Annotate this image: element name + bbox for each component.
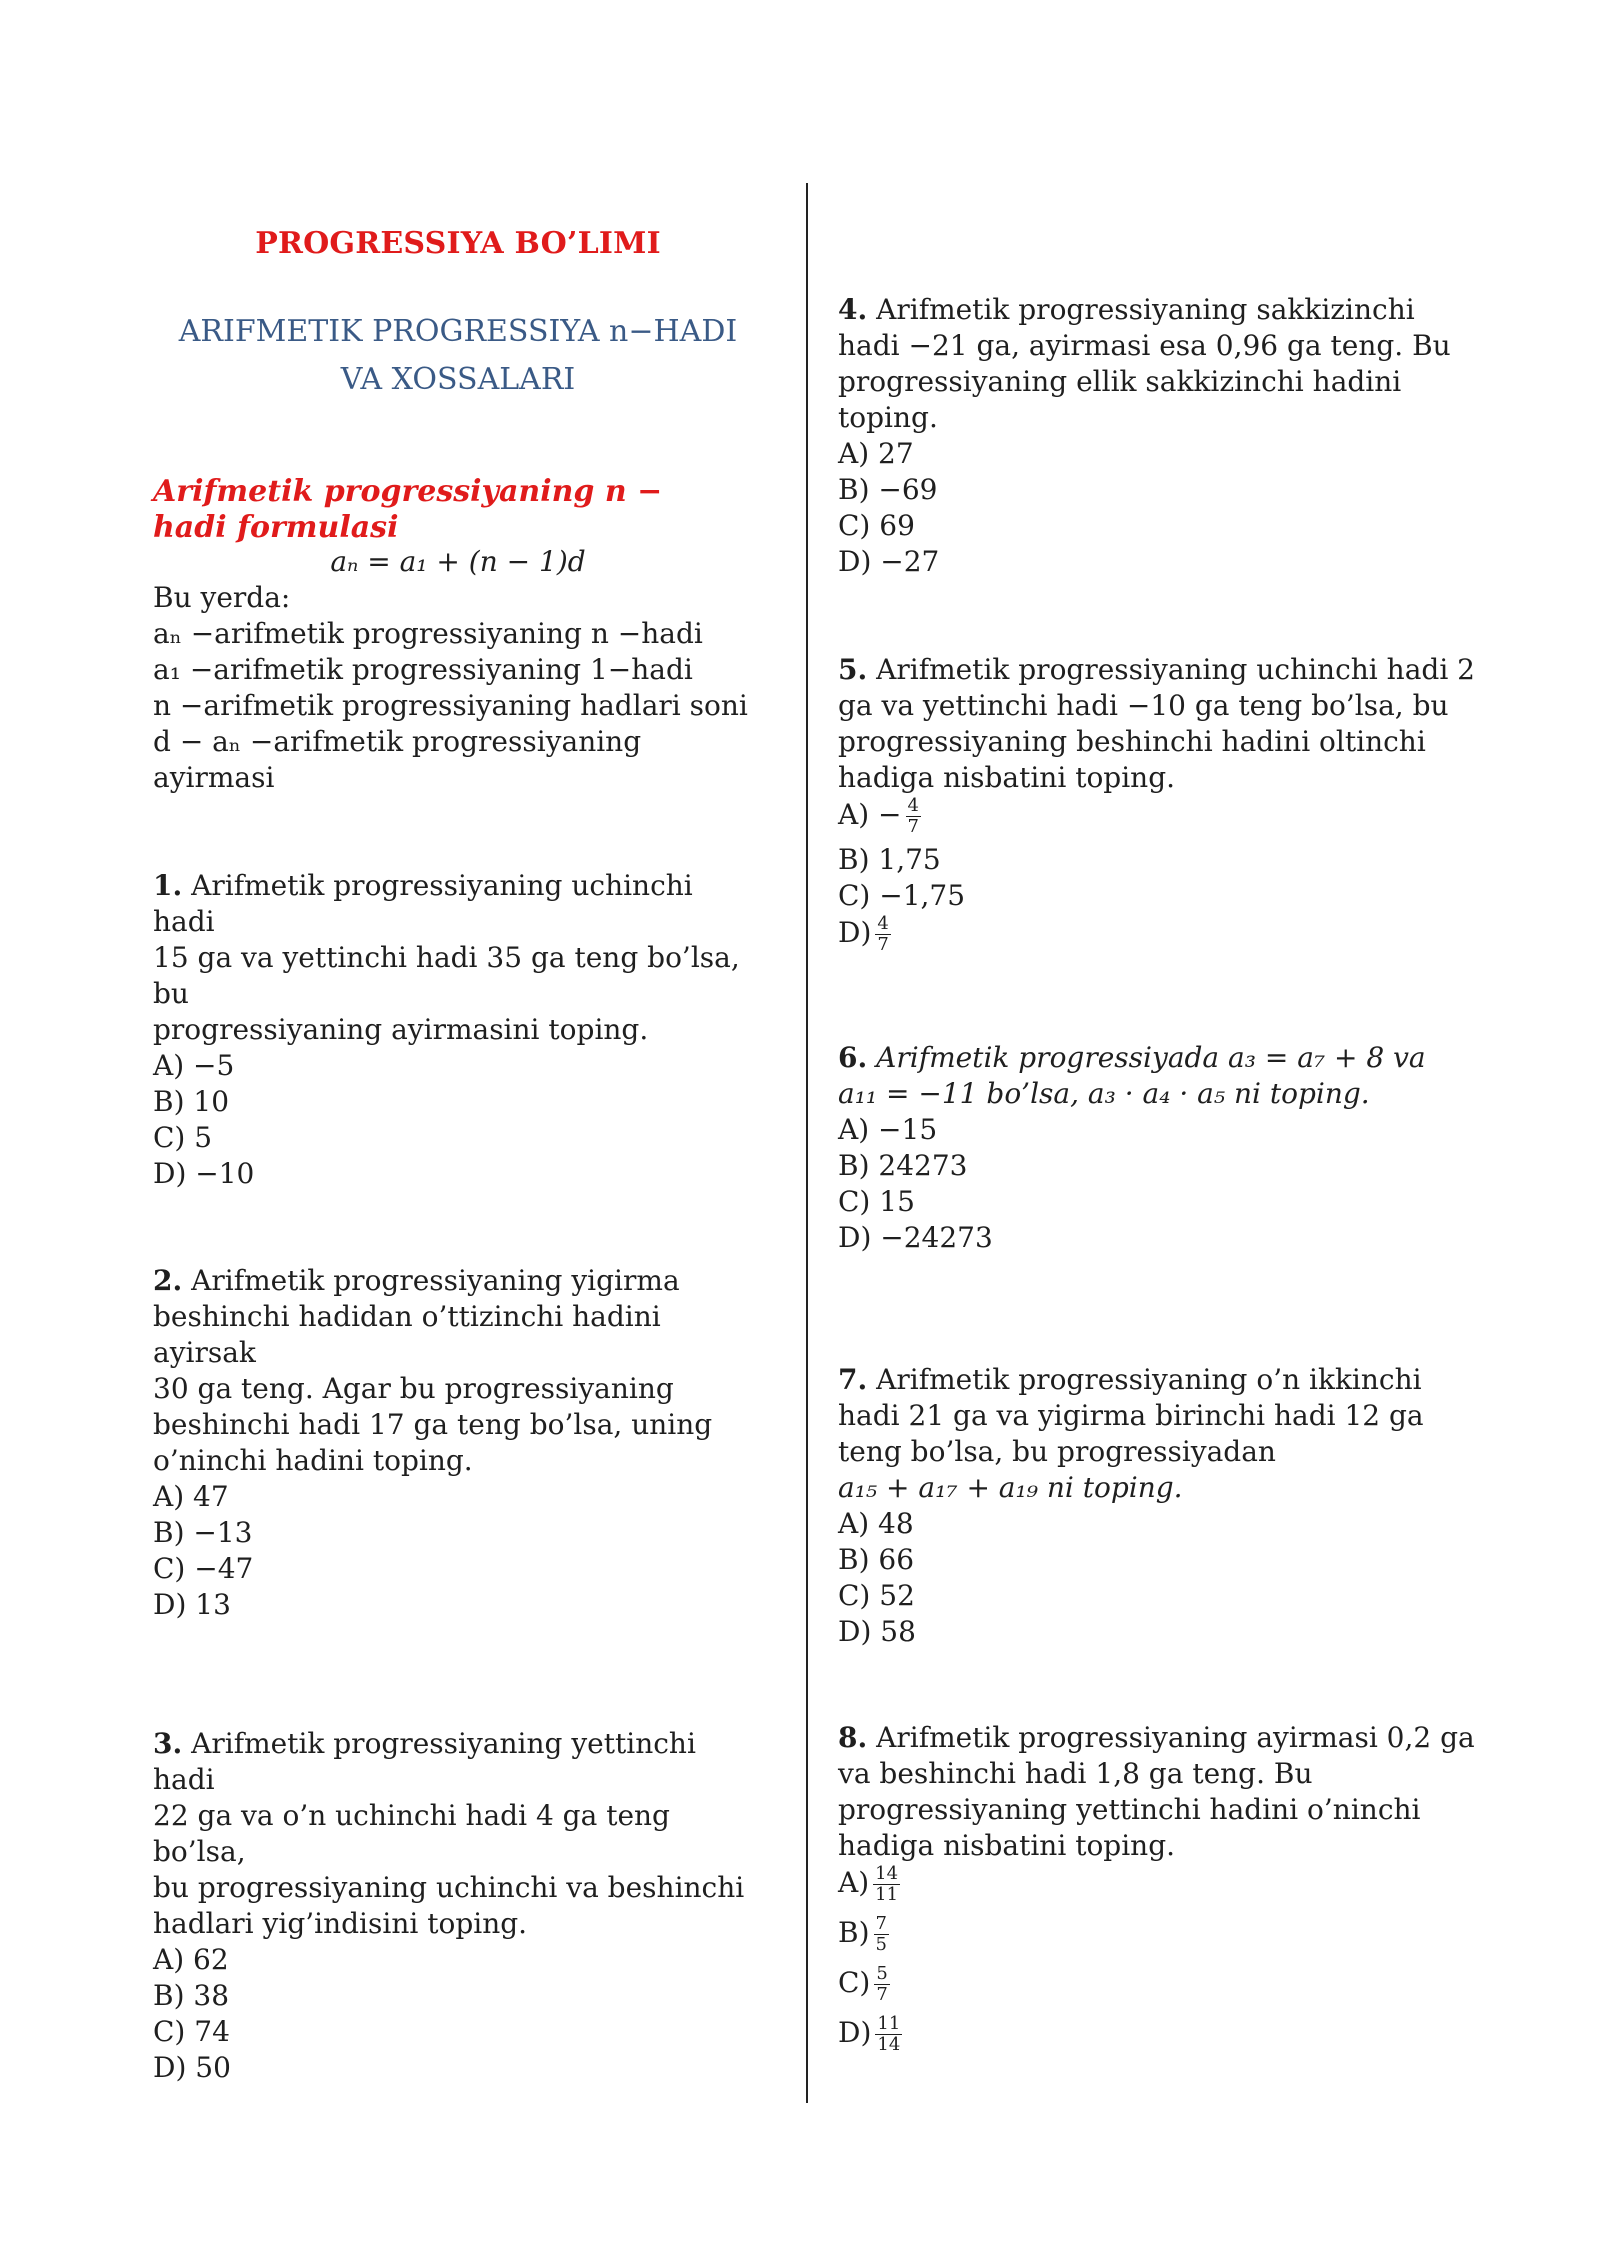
answer-option-c[interactable]: C) 15 (838, 1185, 915, 1218)
fraction: $\frac{5}{7}$ (876, 1963, 888, 2005)
subtitle (153, 308, 763, 404)
question-4 (838, 292, 1478, 580)
question-text-line: 15 ga va yettinchi hadi 35 ga teng bo’lsa, bu (153, 941, 740, 1010)
answer-option-a[interactable]: A) 62 (153, 1943, 229, 1976)
definitions-block (153, 580, 763, 796)
theory-heading (153, 474, 763, 546)
answer-option-a[interactable]: A) − $\frac{4}{7}$ (838, 795, 919, 837)
question-number: 8. (838, 1721, 868, 1754)
answer-option-a[interactable]: A) −5 (153, 1049, 235, 1082)
answer-option-d[interactable]: D) 58 (838, 1615, 916, 1648)
question-text: 6. Arifmetik progressiyada a₃ = a₇ + 8 va (838, 1041, 1426, 1074)
answer-option-b[interactable]: B) 38 (153, 1979, 230, 2012)
question-text-line: progressiyaning ellik sakkizinchi hadini (838, 365, 1402, 398)
question-6 (838, 1040, 1478, 1256)
question-text: 5. Arifmetik progressiyaning uchinchi hadi 2 (838, 653, 1475, 686)
question-text: 8. Arifmetik progressiyaning ayirmasi 0,2 ga (838, 1721, 1475, 1754)
answer-option-b[interactable]: B) $\frac{7}{5}$ (838, 1913, 887, 1955)
fraction: $\frac{7}{5}$ (875, 1913, 887, 1955)
definition-item: n −arifmetik progressiyaning hadlari soni (153, 689, 748, 722)
nth-term-formula: aₙ = a₁ + (n − 1)d (330, 545, 586, 578)
question-text-line: teng bo’lsa, bu progressiyadan (838, 1435, 1276, 1468)
question-number: 5. (838, 653, 868, 686)
answer-option-d[interactable]: D) $\frac{4}{7}$ (838, 913, 889, 955)
answer-option-a[interactable]: A) 47 (153, 1480, 229, 1513)
answer-option-d[interactable]: D) 13 (153, 1588, 231, 1621)
column-divider (806, 183, 808, 2103)
fraction: $\frac{11}{14}$ (877, 2013, 901, 2055)
answer-option-b[interactable]: B) 10 (153, 1085, 230, 1118)
question-text-line: hadi 21 ga va yigirma birinchi hadi 12 ga (838, 1399, 1424, 1432)
question-text: 4. Arifmetik progressiyaning sakkizinchi (838, 293, 1415, 326)
answer-option-b[interactable]: B) −69 (838, 473, 938, 506)
answer-option-d[interactable]: D) 50 (153, 2051, 231, 2084)
theory-heading-line-2: hadi formulasi (153, 510, 399, 545)
question-text: 1. Arifmetik progressiyaning uchinchi hadi (153, 869, 693, 938)
definition-item: aₙ −arifmetik progressiyaning n −hadi (153, 617, 703, 650)
answer-option-b[interactable]: B) 1,75 (838, 843, 941, 876)
answer-option-c[interactable]: C) 52 (838, 1579, 915, 1612)
answer-option-a[interactable]: A) 48 (838, 1507, 914, 1540)
question-text: 7. Arifmetik progressiyaning o’n ikkinchi (838, 1363, 1422, 1396)
answer-option-c[interactable]: C) −1,75 (838, 879, 966, 912)
fraction: $\frac{4}{7}$ (877, 913, 889, 955)
answer-option-d[interactable]: D) $\frac{11}{14}$ (838, 2013, 901, 2055)
question-8 (838, 1720, 1478, 2064)
question-text-line: toping. (838, 401, 938, 434)
definition-item: d − aₙ −arifmetik progressiyaning ayirmasi (153, 725, 642, 794)
answer-option-a[interactable]: A) $\frac{14}{11}$ (838, 1863, 899, 1905)
question-text-line: a₁₅ + a₁₇ + a₁₉ ni toping. (838, 1471, 1183, 1504)
answer-option-c[interactable]: C) 74 (153, 2015, 230, 2048)
question-1 (153, 868, 763, 1192)
question-number: 4. (838, 293, 868, 326)
question-text: 3. Arifmetik progressiyaning yettinchi hadi (153, 1727, 696, 1796)
question-7 (838, 1362, 1478, 1650)
definition-item: a₁ −arifmetik progressiyaning 1−hadi (153, 653, 693, 686)
definitions-intro: Bu yerda: (153, 581, 291, 614)
question-text: 2. Arifmetik progressiyaning yigirma (153, 1264, 680, 1297)
question-3 (153, 1726, 763, 2086)
question-2 (153, 1263, 763, 1623)
question-number: 3. (153, 1727, 183, 1760)
question-text-line: hadiga nisbatini toping. (838, 1829, 1176, 1862)
answer-option-d[interactable]: D) −10 (153, 1157, 255, 1190)
section-title: PROGRESSIYA BO’LIMI (255, 226, 661, 261)
subtitle-line-1: ARIFMETIK PROGRESSIYA n−HADI (178, 314, 738, 349)
question-number: 1. (153, 869, 183, 902)
question-number: 7. (838, 1363, 868, 1396)
question-number: 6. (838, 1041, 868, 1074)
question-text-line: beshinchi hadidan o’ttizinchi hadini ayirsak (153, 1300, 661, 1369)
answer-option-d[interactable]: D) −27 (838, 545, 940, 578)
question-5 (838, 652, 1478, 960)
question-text-line: hadiga nisbatini toping. (838, 761, 1176, 794)
question-text-line: bu progressiyaning uchinchi va beshinchi (153, 1871, 745, 1904)
answer-option-c[interactable]: C) $\frac{5}{7}$ (838, 1963, 888, 2005)
fraction: $\frac{14}{11}$ (875, 1863, 899, 1905)
question-text-line: 30 ga teng. Agar bu progressiyaning (153, 1372, 674, 1405)
question-text-line: progressiyaning ayirmasini toping. (153, 1013, 649, 1046)
question-text-line: o’ninchi hadini toping. (153, 1444, 473, 1477)
answer-option-d[interactable]: D) −24273 (838, 1221, 993, 1254)
theory-heading-line-1: Arifmetik progressiyaning n − (153, 474, 663, 509)
fraction: $\frac{4}{7}$ (907, 795, 919, 837)
answer-option-c[interactable]: C) −47 (153, 1552, 254, 1585)
subtitle-line-2: VA XOSSALARI (340, 362, 576, 397)
answer-option-b[interactable]: B) 24273 (838, 1149, 968, 1182)
question-text-line: hadi −21 ga, ayirmasi esa 0,96 ga teng. Bu (838, 329, 1451, 362)
question-text-line: ga va yettinchi hadi −10 ga teng bo’lsa, bu (838, 689, 1449, 722)
question-text-line: va beshinchi hadi 1,8 ga teng. Bu (838, 1757, 1313, 1790)
question-text-line: beshinchi hadi 17 ga teng bo’lsa, uning (153, 1408, 713, 1441)
question-text-line: progressiyaning beshinchi hadini oltinchi (838, 725, 1426, 758)
question-text-line: a₁₁ = −11 bo’lsa, a₃ · a₄ · a₅ ni toping. (838, 1077, 1370, 1110)
question-text-line: hadlari yig’indisini toping. (153, 1907, 528, 1940)
question-text-line: 22 ga va o’n uchinchi hadi 4 ga teng bo’lsa, (153, 1799, 670, 1868)
answer-option-a[interactable]: A) 27 (838, 437, 914, 470)
answer-option-c[interactable]: C) 69 (838, 509, 915, 542)
answer-option-b[interactable]: B) 66 (838, 1543, 915, 1576)
answer-option-b[interactable]: B) −13 (153, 1516, 253, 1549)
answer-option-a[interactable]: A) −15 (838, 1113, 938, 1146)
question-text-line: progressiyaning yettinchi hadini o’ninchi (838, 1793, 1421, 1826)
answer-option-c[interactable]: C) 5 (153, 1121, 213, 1154)
question-number: 2. (153, 1264, 183, 1297)
